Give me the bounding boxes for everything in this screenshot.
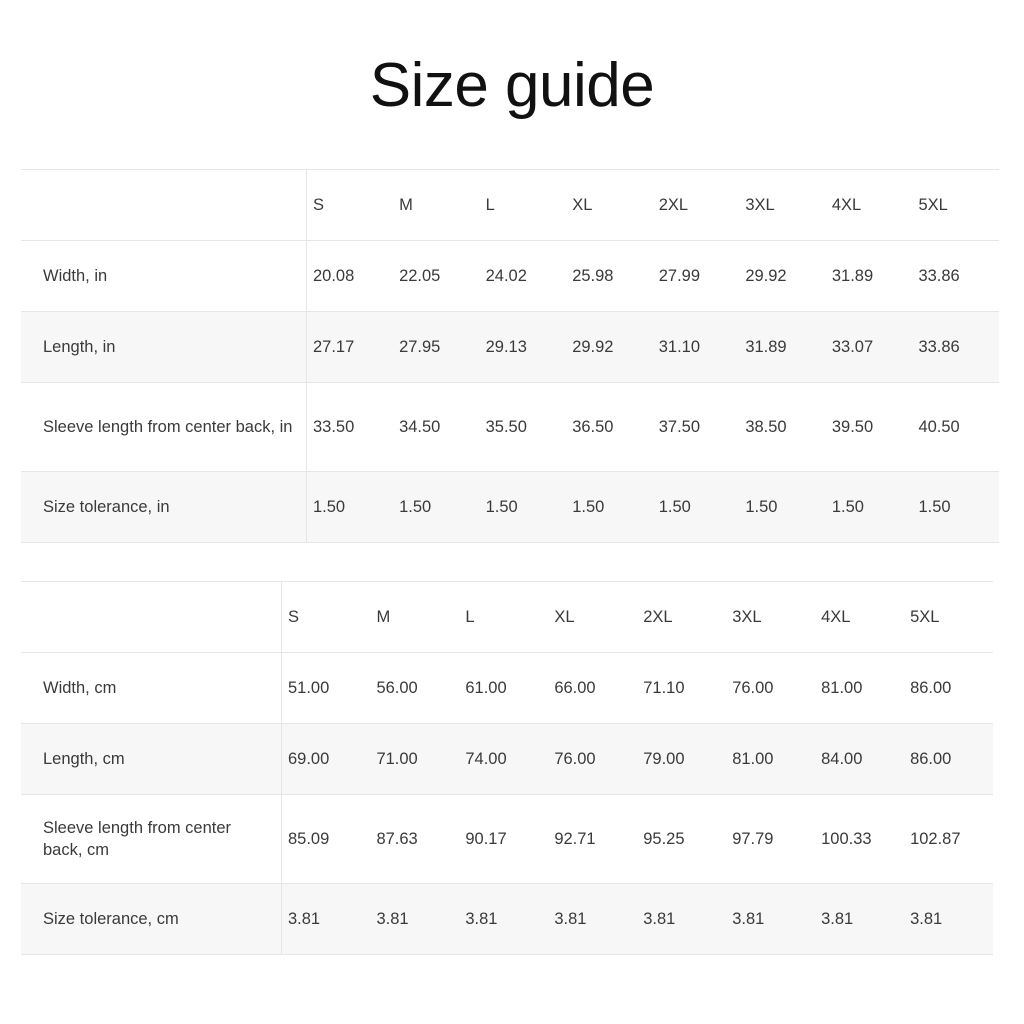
row-label: Size tolerance, in <box>21 472 307 543</box>
cell-value: 71.00 <box>370 724 459 795</box>
cell-value: 3.81 <box>637 884 726 955</box>
table-row <box>21 795 993 884</box>
cell-value: 33.07 <box>826 312 913 383</box>
table-header-cell-l: L <box>480 170 567 241</box>
cell-value: 29.92 <box>739 241 826 312</box>
cell-value: 27.95 <box>393 312 480 383</box>
table-header-cell-2xl: 2XL <box>653 170 740 241</box>
cell-value: 97.79 <box>726 795 815 884</box>
cell-value: 31.89 <box>739 312 826 383</box>
cell-value: 51.00 <box>282 653 371 724</box>
table-header-cell-4xl: 4XL <box>815 582 904 653</box>
table-header-cell-empty <box>21 170 307 241</box>
row-label: Size tolerance, cm <box>21 884 282 955</box>
table-header-row <box>21 170 999 241</box>
cell-value: 27.99 <box>653 241 740 312</box>
table-header-cell-l: L <box>459 582 548 653</box>
cell-value: 69.00 <box>282 724 371 795</box>
cell-value: 3.81 <box>370 884 459 955</box>
centimeters-size-table-container <box>21 581 993 955</box>
cell-value: 74.00 <box>459 724 548 795</box>
cell-value: 40.50 <box>912 383 999 472</box>
row-label: Length, cm <box>21 724 282 795</box>
cell-value: 20.08 <box>307 241 394 312</box>
centimeters-size-table <box>21 581 993 955</box>
row-label: Sleeve length from center back, cm <box>21 795 282 884</box>
cell-value: 79.00 <box>637 724 726 795</box>
table-row <box>21 472 999 543</box>
cell-value: 33.50 <box>307 383 394 472</box>
row-label: Length, in <box>21 312 307 383</box>
cell-value: 76.00 <box>548 724 637 795</box>
cell-value: 24.02 <box>480 241 567 312</box>
inches-size-table <box>21 169 999 543</box>
cell-value: 3.81 <box>459 884 548 955</box>
row-label: Width, cm <box>21 653 282 724</box>
cell-value: 36.50 <box>566 383 653 472</box>
cell-value: 76.00 <box>726 653 815 724</box>
cell-value: 31.89 <box>826 241 913 312</box>
cell-value: 1.50 <box>393 472 480 543</box>
cell-value: 90.17 <box>459 795 548 884</box>
table-row <box>21 312 999 383</box>
cell-value: 92.71 <box>548 795 637 884</box>
cell-value: 85.09 <box>282 795 371 884</box>
cell-value: 1.50 <box>480 472 567 543</box>
cell-value: 1.50 <box>566 472 653 543</box>
cell-value: 38.50 <box>739 383 826 472</box>
table-header-cell-2xl: 2XL <box>637 582 726 653</box>
table-header-cell-4xl: 4XL <box>826 170 913 241</box>
cell-value: 86.00 <box>904 653 993 724</box>
cell-value: 39.50 <box>826 383 913 472</box>
table-row <box>21 884 993 955</box>
cell-value: 34.50 <box>393 383 480 472</box>
inches-table-body <box>21 170 999 543</box>
cell-value: 27.17 <box>307 312 394 383</box>
table-header-cell-3xl: 3XL <box>726 582 815 653</box>
table-row <box>21 653 993 724</box>
cell-value: 29.13 <box>480 312 567 383</box>
row-label: Sleeve length from center back, in <box>21 383 307 472</box>
cell-value: 3.81 <box>726 884 815 955</box>
cell-value: 81.00 <box>726 724 815 795</box>
row-label: Width, in <box>21 241 307 312</box>
cell-value: 1.50 <box>307 472 394 543</box>
table-header-cell-m: M <box>393 170 480 241</box>
cell-value: 3.81 <box>815 884 904 955</box>
cell-value: 56.00 <box>370 653 459 724</box>
page-title: Size guide <box>369 51 655 120</box>
cell-value: 66.00 <box>548 653 637 724</box>
cell-value: 33.86 <box>912 312 999 383</box>
table-header-cell-s: S <box>307 170 394 241</box>
table-header-cell-s: S <box>282 582 371 653</box>
table-header-cell-5xl: 5XL <box>912 170 999 241</box>
cell-value: 31.10 <box>653 312 740 383</box>
cell-value: 1.50 <box>653 472 740 543</box>
cell-value: 1.50 <box>739 472 826 543</box>
cell-value: 81.00 <box>815 653 904 724</box>
table-row <box>21 241 999 312</box>
table-row <box>21 383 999 472</box>
cell-value: 33.86 <box>912 241 999 312</box>
cell-value: 22.05 <box>393 241 480 312</box>
table-header-cell-empty <box>21 582 282 653</box>
cell-value: 102.87 <box>904 795 993 884</box>
cell-value: 37.50 <box>653 383 740 472</box>
cell-value: 95.25 <box>637 795 726 884</box>
cell-value: 1.50 <box>912 472 999 543</box>
cell-value: 84.00 <box>815 724 904 795</box>
cell-value: 100.33 <box>815 795 904 884</box>
table-header-cell-xl: XL <box>548 582 637 653</box>
table-header-row <box>21 582 993 653</box>
cell-value: 3.81 <box>548 884 637 955</box>
table-header-cell-3xl: 3XL <box>739 170 826 241</box>
cell-value: 25.98 <box>566 241 653 312</box>
table-header-cell-m: M <box>370 582 459 653</box>
cell-value: 35.50 <box>480 383 567 472</box>
table-row <box>21 724 993 795</box>
cell-value: 71.10 <box>637 653 726 724</box>
centimeters-table-body <box>21 582 993 955</box>
cell-value: 29.92 <box>566 312 653 383</box>
cell-value: 3.81 <box>282 884 371 955</box>
cell-value: 1.50 <box>826 472 913 543</box>
cell-value: 86.00 <box>904 724 993 795</box>
inches-size-table-container <box>21 169 999 543</box>
cell-value: 61.00 <box>459 653 548 724</box>
cell-value: 87.63 <box>370 795 459 884</box>
cell-value: 3.81 <box>904 884 993 955</box>
table-header-cell-xl: XL <box>566 170 653 241</box>
table-header-cell-5xl: 5XL <box>904 582 993 653</box>
